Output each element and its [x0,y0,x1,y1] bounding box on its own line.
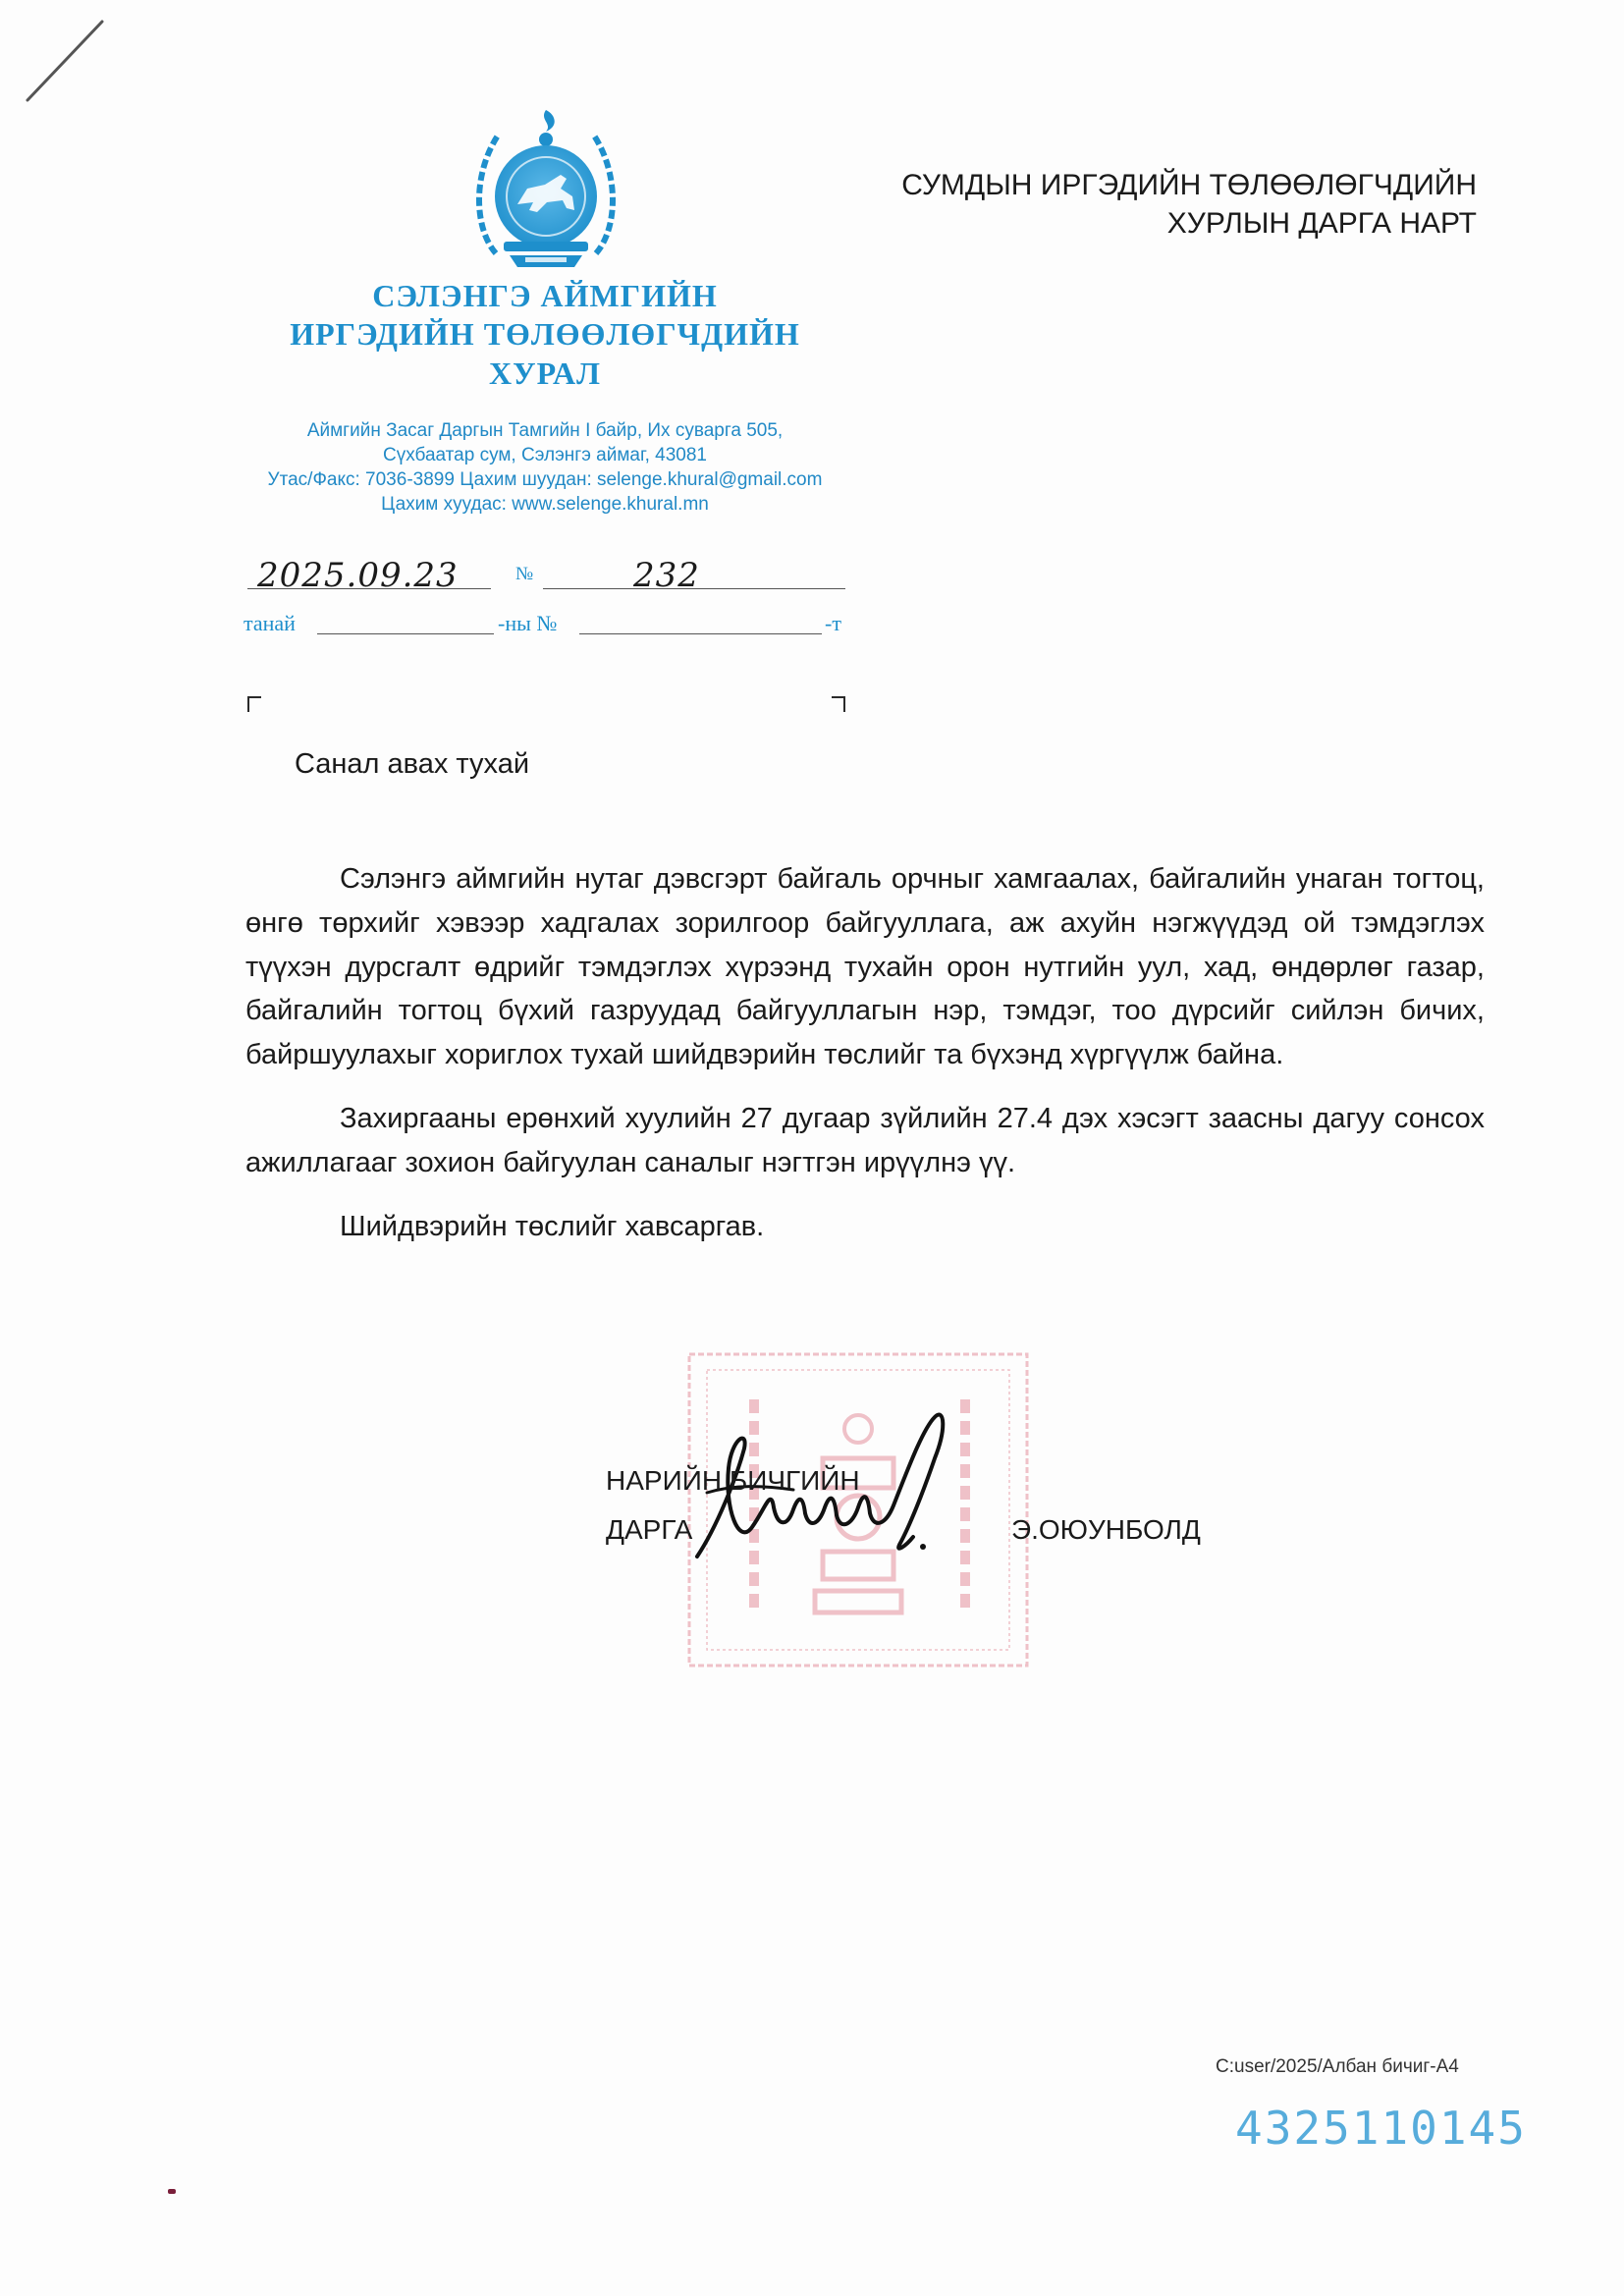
subject-corner-right [832,696,845,712]
body-paragraph-3: Шийдвэрийн төслийг хавсаргав. [340,1210,765,1242]
reply-suffix-label: -т [825,611,841,635]
address-line-1: Аймгийн Засаг Даргын Тамгийн I байр, Их суварга 505, [306,420,784,441]
letter-number: 232 [633,556,700,595]
reply-number-underline [579,633,822,634]
subject-corner-left [247,696,261,712]
reply-prefix-label: танай [244,611,296,635]
org-name-line-1: СЭЛЭНГЭ АЙМГИЙН [372,278,718,313]
letter-date: 2025.09.23 [257,556,459,595]
registration-number: 4325110145 [1235,2102,1527,2155]
body-text [245,857,1485,1248]
contact-line: Утас/Факс: 7036-3899 Цахим шуудан: selenge.khural@gmail.com [267,469,823,490]
address-line-2: Сүхбаатар сум, Сэлэнгэ аймаг, 43081 [383,445,707,465]
recipient-line-2: ХУРЛЫН ДАРГА НАРТ [1166,207,1477,240]
subject-line: Санал авах тухай [295,748,530,780]
reply-number-label: -ны № [498,611,558,635]
signatory-title-line-2: ДАРГА [606,1514,693,1545]
website-line: Цахим хуудас: www.selenge.khural.mn [381,494,709,515]
body-paragraph-2: Захиргааны ерөнхий хуулийн 27 дугаар зүйлийн 27.4 дэх хэсэгт заасны дагуу сонсох ажиллагааг зохион байгуулан саналыг нэгтгэн ирүүлнэ үү. [245,1102,1485,1178]
soyombo-emblem-icon [466,106,625,275]
org-name-line-3: ХУРАЛ [489,355,601,391]
number-sign-label: № [515,564,534,584]
body-paragraph-1: Сэлэнгэ аймгийн нутаг дэвсгэрт байгаль орчныг хамгаалах, байгалийн унаган тогтоц, өнгө төрхийг хэвээр хадгалах зорилгоор байгууллага, аж ахуйн нэгжүүдэд ой тэмдэглэх түүхэн дурсгалт өдрийг тэмдэглэх хүрээнд тухайн орон нутгийн уул, хад, өндөрлөг газар, байгалийн тогтоц бүхий газруудад байгууллагын нэр, тэмдэг, тоо дүрсийг сийлэн бичих, байршуулахыг хориглох тухай шийдвэрийн төслийг та бүхэнд хүргүүлж байна. [245,863,1485,1071]
org-name-line-2: ИРГЭДИЙН ТӨЛӨӨЛӨГЧДИЙН [290,316,800,352]
file-path-footer: C:user/2025/Албан бичиг-А4 [1216,2056,1459,2077]
signatory-name: Э.ОЮУНБОЛД [1011,1514,1201,1545]
date-underline [247,588,491,589]
ink-dot [168,2189,176,2194]
reply-date-underline [317,633,494,634]
signatory-title-line-1: НАРИЙН БИЧГИЙН [606,1465,860,1496]
number-underline [543,588,845,589]
recipient-line-1: СУМДЫН ИРГЭДИЙН ТӨЛӨӨЛӨГЧДИЙН [901,169,1477,201]
pen-mark [22,18,110,106]
